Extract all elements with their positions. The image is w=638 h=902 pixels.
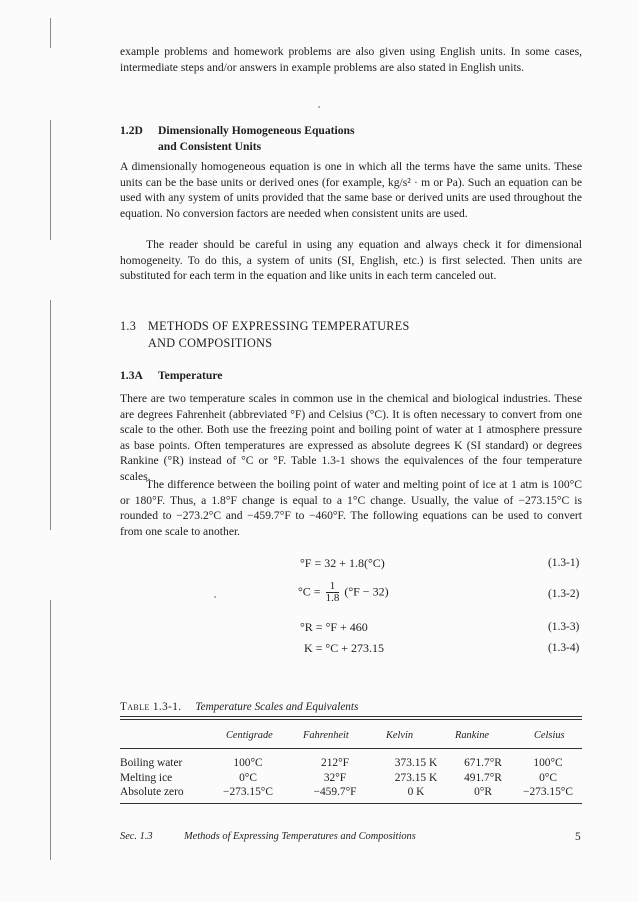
- footer-title: Methods of Expressing Temperatures and Compositions: [184, 831, 416, 842]
- table-top-rule: [120, 716, 582, 717]
- section-number: 1.3: [120, 319, 137, 333]
- table-row: [120, 771, 582, 786]
- scan-margin-line: [50, 18, 51, 48]
- table-cell: 100°C: [233, 757, 263, 769]
- equation-number: (1.3-3): [548, 621, 580, 633]
- table-cell: 671.7°R: [464, 757, 502, 769]
- table-cell: 373.15 K: [394, 757, 438, 769]
- equation-rhs: (°F − 32): [344, 584, 389, 599]
- page-number: 5: [575, 831, 581, 843]
- equation-lhs: °C =: [298, 584, 321, 599]
- equation-number: (1.3-2): [548, 588, 580, 600]
- section-1-3a-paragraph-2: The difference between the boiling point of water and melting point of ice at 1 atm is 100°C or 180°F. Thus, a 1.8°F change is equal to a 1°C change. Usually, the value of −273.15°C is rounded to −273.2°C and −459.7°F to −460°F. The following equations can be used to convert from one scale to another.: [120, 478, 582, 538]
- section-1-3a-heading: [120, 368, 222, 384]
- section-1-2d-paragraph-1: A dimensionally homogeneous equation is one in which all the terms have the same units. These units can be the base units or derived ones (for example, kg/s² · m or Pa). Such an equation can be used with any system of units provided that the same base or derived units are used throughout the equation. No conversion factors are needed when consistent units are used.: [120, 160, 582, 220]
- table-cell: 0°C: [539, 771, 557, 784]
- table-cell: 32°F: [323, 771, 347, 784]
- section-title: Temperature: [158, 369, 223, 382]
- section-title-line2: AND COMPOSITIONS: [148, 336, 273, 350]
- equation-fraction: [326, 581, 340, 604]
- section-1-2d-paragraph-2: The reader should be careful in using any equation and always check it for dimensional homogeneity. To do this, a system of units (SI, English, etc.) is first selected. Then units are substituted for each term in the equation and like units in each term canceled out.: [120, 238, 582, 283]
- temperature-table: [120, 756, 582, 800]
- table-cell: −459.7°F: [313, 786, 357, 798]
- fraction-numerator: 1: [326, 581, 340, 593]
- scan-margin-line: [50, 600, 51, 860]
- table-row: [120, 756, 582, 771]
- table-header: Celsius: [534, 730, 565, 741]
- scan-margin-line: [50, 300, 51, 530]
- section-1-3-heading: [120, 318, 410, 352]
- equation-1-3-4: K = °C + 273.15: [304, 641, 385, 655]
- table-cell: 0°R: [474, 786, 492, 798]
- table-cell: −273.15°C: [523, 786, 573, 798]
- scan-speck: [318, 106, 320, 108]
- table-title: Temperature Scales and Equivalents: [195, 701, 359, 713]
- intro-paragraph: example problems and homework problems are also given using English units. In some cases, intermediate steps and/or answers in example problems are also stated in English units.: [120, 45, 582, 74]
- table-caption: [120, 701, 358, 713]
- table-cell: 100°C: [533, 757, 563, 769]
- equation-1-3-3: °R = °F + 460: [300, 620, 368, 634]
- table-header-rule: [120, 748, 582, 749]
- table-cell: Melting ice: [120, 771, 173, 784]
- table-bottom-rule: [120, 803, 582, 804]
- scan-margin-line: [50, 120, 51, 240]
- fraction-denominator: 1.8: [325, 592, 340, 604]
- table-cell: 0°C: [239, 771, 257, 784]
- footer-section: Sec. 1.3: [120, 831, 153, 842]
- table-top-rule: [120, 719, 582, 720]
- table-header: Kelvin: [386, 730, 414, 741]
- table-cell: Boiling water: [120, 757, 183, 769]
- table-label: Table 1.3-1.: [120, 701, 182, 713]
- table-cell: 212°F: [321, 757, 349, 769]
- table-cell: −273.15°C: [223, 786, 273, 798]
- section-title-line1: Dimensionally Homogeneous Equations: [158, 124, 355, 137]
- equation-number: (1.3-1): [548, 557, 580, 569]
- table-header: Rankine: [455, 730, 490, 741]
- scan-speck: [214, 596, 216, 598]
- table-cell: 491.7°R: [464, 771, 502, 784]
- equation-1-3-1: °F = 32 + 1.8(°C): [300, 556, 385, 570]
- equation-number: (1.3-4): [548, 642, 580, 654]
- section-number: 1.2D: [120, 124, 143, 137]
- table-cell: 273.15 K: [394, 771, 438, 784]
- section-title-line1: METHODS OF EXPRESSING TEMPERATURES: [148, 319, 410, 333]
- equation-1-3-2: [298, 581, 389, 604]
- table-header: Fahrenheit: [303, 730, 349, 741]
- section-number: 1.3A: [120, 369, 143, 382]
- table-header: Centigrade: [226, 730, 273, 741]
- section-1-2d-heading: [120, 123, 354, 154]
- section-title-line2: and Consistent Units: [158, 139, 262, 153]
- table-cell: 0 K: [407, 786, 425, 798]
- table-cell: Absolute zero: [120, 786, 184, 798]
- table-row: [120, 785, 582, 800]
- section-1-3a-paragraph-1: There are two temperature scales in common use in the chemical and biological industries. These are degrees Fahrenheit (abbreviated °F) and Celsius (°C). It is often necessary to convert from one scale to the other. Both use the freezing point and boiling point of water at 1 atmosphere pressure as base points. Often temperatures are expressed as absolute degrees K (SI standard) or degrees Rankine (°R) instead of °C or °F. Table 1.3-1 shows the equivalences of the four temperature scales.: [120, 392, 582, 483]
